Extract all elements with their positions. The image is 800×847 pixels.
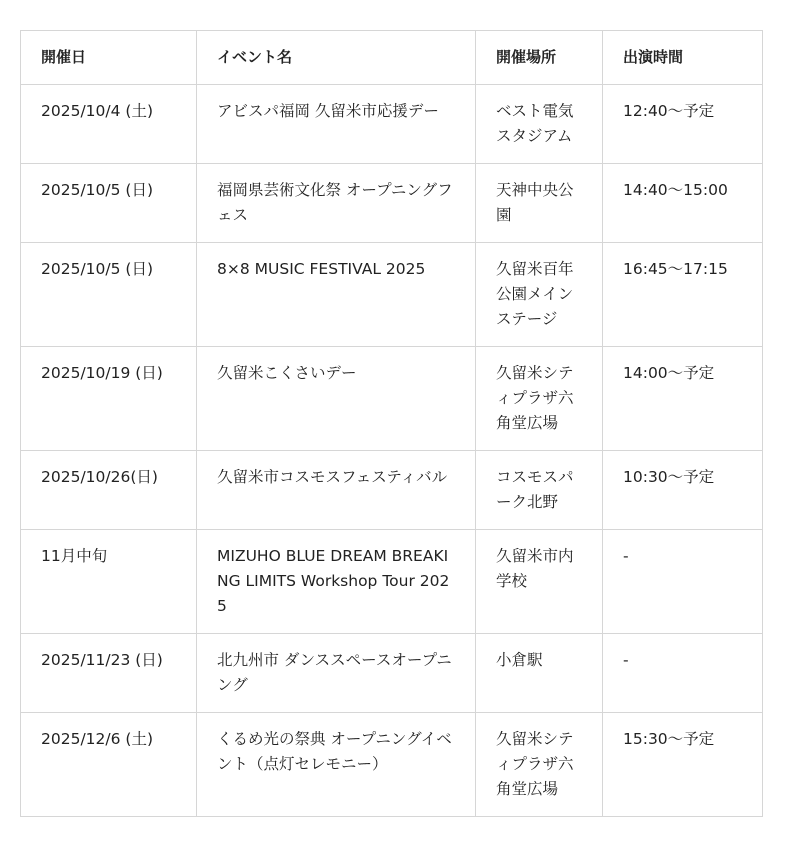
cell-date: 11月中旬	[21, 530, 197, 634]
table-row	[21, 243, 763, 347]
cell-event-name: 8×8 MUSIC FESTIVAL 2025	[197, 243, 476, 347]
cell-date: 2025/10/26(日)	[21, 451, 197, 530]
cell-date: 2025/11/23 (日)	[21, 634, 197, 713]
cell-performance-time: 14:00～予定	[603, 347, 763, 451]
event-schedule-table	[20, 30, 763, 817]
cell-performance-time: 14:40～15:00	[603, 164, 763, 243]
header-event-name: イベント名	[197, 31, 476, 85]
table-row	[21, 634, 763, 713]
cell-date: 2025/12/6 (土)	[21, 713, 197, 817]
cell-performance-time: 12:40～予定	[603, 85, 763, 164]
table-row	[21, 164, 763, 243]
cell-performance-time: 15:30～予定	[603, 713, 763, 817]
table-row	[21, 530, 763, 634]
cell-performance-time: -	[603, 530, 763, 634]
cell-event-name: 久留米こくさいデー	[197, 347, 476, 451]
cell-performance-time: -	[603, 634, 763, 713]
cell-event-name: くるめ光の祭典 オープニングイベント（点灯セレモニー）	[197, 713, 476, 817]
cell-venue: 久留米シティプラザ六角堂広場	[476, 713, 603, 817]
cell-venue: 天神中央公園	[476, 164, 603, 243]
header-venue: 開催場所	[476, 31, 603, 85]
table-row	[21, 347, 763, 451]
cell-venue: コスモスパーク北野	[476, 451, 603, 530]
cell-date: 2025/10/4 (土)	[21, 85, 197, 164]
header-date: 開催日	[21, 31, 197, 85]
cell-event-name: アビスパ福岡 久留米市応援デー	[197, 85, 476, 164]
cell-venue: 久留米シティプラザ六角堂広場	[476, 347, 603, 451]
table-row	[21, 451, 763, 530]
cell-venue: 久留米市内 学校	[476, 530, 603, 634]
cell-date: 2025/10/19 (日)	[21, 347, 197, 451]
table-row	[21, 713, 763, 817]
cell-venue: ベスト電気スタジアム	[476, 85, 603, 164]
cell-event-name: MIZUHO BLUE DREAM BREAKING LIMITS Workshop Tour 2025	[197, 530, 476, 634]
cell-venue: 小倉駅	[476, 634, 603, 713]
header-performance-time: 出演時間	[603, 31, 763, 85]
cell-date: 2025/10/5 (日)	[21, 164, 197, 243]
cell-performance-time: 10:30～予定	[603, 451, 763, 530]
table-header-row	[21, 31, 763, 85]
cell-date: 2025/10/5 (日)	[21, 243, 197, 347]
table-row	[21, 85, 763, 164]
cell-performance-time: 16:45～17:15	[603, 243, 763, 347]
cell-event-name: 北九州市 ダンススペースオープニング	[197, 634, 476, 713]
cell-venue: 久留米百年公園メインステージ	[476, 243, 603, 347]
cell-event-name: 福岡県芸術文化祭 オープニングフェス	[197, 164, 476, 243]
cell-event-name: 久留米市コスモスフェスティバル	[197, 451, 476, 530]
